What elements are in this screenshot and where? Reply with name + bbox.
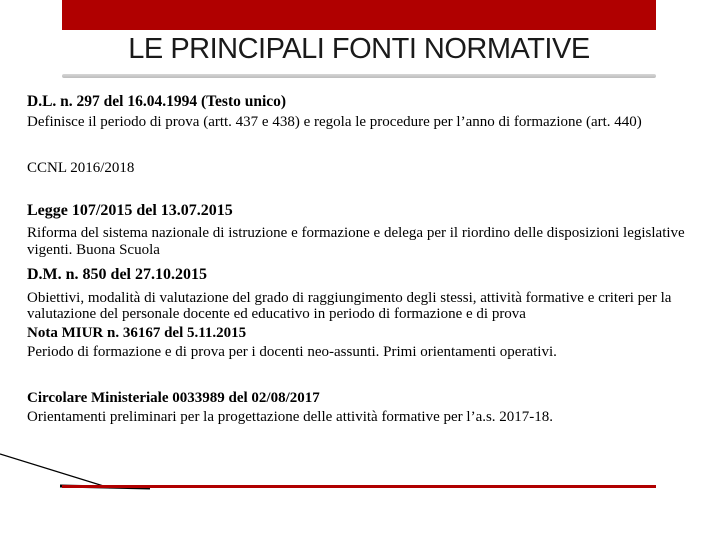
source-description: Periodo di formazione e di prova per i docenti neo-assunti. Primi orientamenti operativi. (27, 344, 557, 360)
source-item-nota-miur (27, 324, 703, 361)
source-item-dm-850 (27, 265, 703, 322)
header-accent-bar (62, 0, 656, 30)
source-heading: Circolare Ministeriale 0033989 del 02/08/2017 (27, 390, 320, 406)
source-heading: CCNL 2016/2018 (27, 160, 135, 176)
source-item-ccnl (27, 159, 703, 177)
source-heading: D.M. n. 850 del 27.10.2015 (27, 266, 207, 283)
source-item-dl-297 (27, 93, 703, 131)
page-title: LE PRINCIPALI FONTI NORMATIVE (128, 33, 590, 65)
source-heading: Legge 107/2015 del 13.07.2015 (27, 202, 233, 219)
source-description: Definisce il periodo di prova (artt. 437 e 438) e regola le procedure per l’anno di formazione (art. 440) (27, 114, 642, 130)
source-description: Obiettivi, modalità di valutazione del grado di raggiungimento degli stessi, attività formative e criteri per la valutazione del personale docente ed educativo in periodo di formazione e di prova (27, 290, 672, 322)
source-item-legge-107 (27, 201, 703, 259)
title-underline (62, 74, 656, 78)
source-description: Riforma del sistema nazionale di istruzione e formazione e delega per il riordino delle disposizioni legislative vigenti. Buona Scuola (27, 225, 685, 258)
source-heading: D.L. n. 297 del 16.04.1994 (Testo unico) (27, 93, 287, 110)
footer-accent-line (62, 485, 656, 488)
sources-list (27, 93, 703, 426)
source-heading: Nota MIUR n. 36167 del 5.11.2015 (27, 325, 247, 341)
source-item-circolare (27, 389, 703, 426)
source-description: Orientamenti preliminari per la progettazione delle attività formative per l’a.s. 2017-18. (27, 409, 554, 425)
